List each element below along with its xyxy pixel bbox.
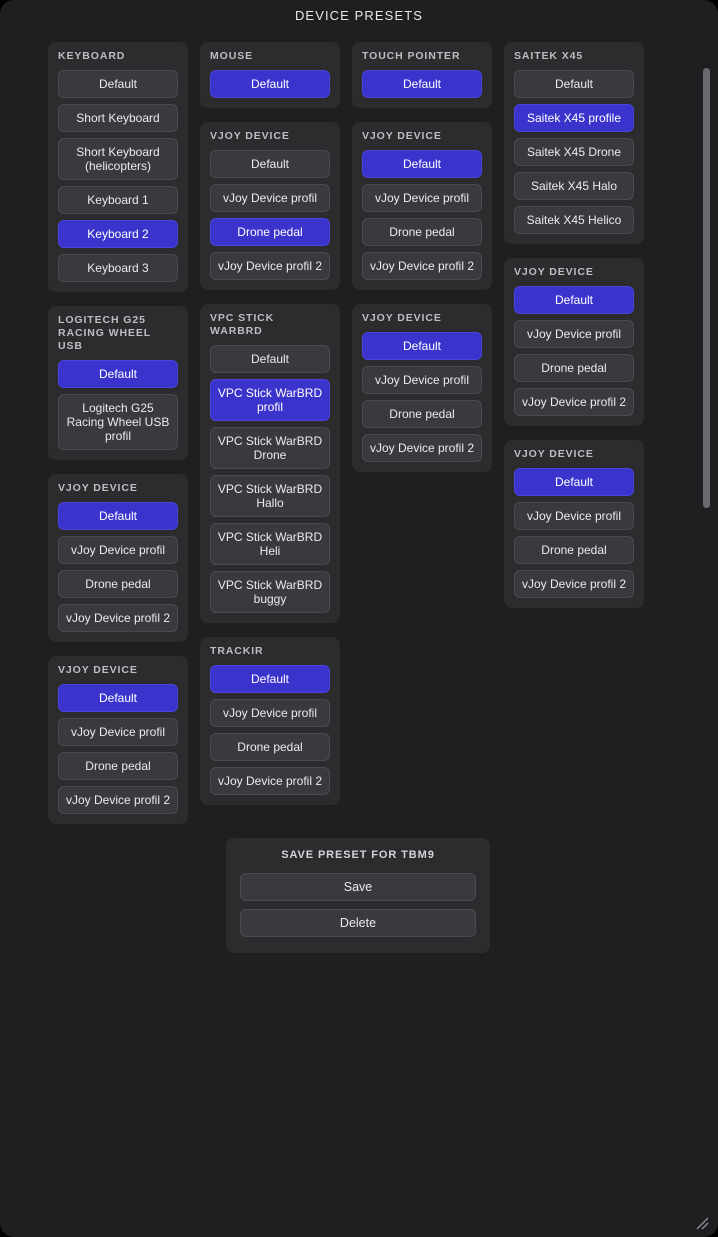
device-preset-card xyxy=(200,304,340,623)
preset-button[interactable]: Default xyxy=(362,150,482,178)
device-card-title: SAITEK X45 xyxy=(514,50,584,62)
preset-button[interactable]: vJoy Device profil 2 xyxy=(362,434,482,462)
preset-button[interactable]: VPC Stick WarBRD Drone xyxy=(210,427,330,469)
preset-button[interactable]: Drone pedal xyxy=(58,570,178,598)
window-title-bar xyxy=(0,0,718,30)
save-preset-panel xyxy=(226,838,490,953)
preset-button[interactable]: Short Keyboard (helicopters) xyxy=(58,138,178,180)
preset-button[interactable]: vJoy Device profil xyxy=(362,366,482,394)
delete-button[interactable]: Delete xyxy=(240,909,476,937)
preset-button[interactable]: Keyboard 2 xyxy=(58,220,178,248)
preset-button[interactable]: Default xyxy=(58,684,178,712)
device-card-title: MOUSE xyxy=(210,50,254,62)
preset-column xyxy=(48,42,188,824)
preset-button[interactable]: Default xyxy=(210,150,330,178)
preset-button[interactable]: vJoy Device profil xyxy=(58,536,178,564)
preset-button[interactable]: vJoy Device profil xyxy=(514,320,634,348)
preset-button[interactable]: Drone pedal xyxy=(362,400,482,428)
preset-column xyxy=(200,42,340,805)
device-card-title: VJOY DEVICE xyxy=(362,312,442,324)
device-card-title: LOGITECH G25 RACING WHEEL USB xyxy=(58,314,151,352)
preset-button[interactable]: vJoy Device profil 2 xyxy=(210,252,330,280)
preset-button[interactable]: Default xyxy=(58,502,178,530)
presets-content xyxy=(0,30,718,1207)
preset-button[interactable]: VPC Stick WarBRD Heli xyxy=(210,523,330,565)
presets-columns xyxy=(48,42,668,824)
preset-button[interactable]: Default xyxy=(58,70,178,98)
save-button[interactable]: Save xyxy=(240,873,476,901)
device-preset-card xyxy=(352,122,492,290)
device-preset-card xyxy=(200,122,340,290)
device-card-title: VJOY DEVICE xyxy=(514,266,594,278)
device-card-title: VJOY DEVICE xyxy=(514,448,594,460)
preset-button[interactable]: vJoy Device profil 2 xyxy=(58,786,178,814)
device-preset-card xyxy=(48,474,188,642)
device-preset-card xyxy=(48,306,188,460)
preset-button[interactable]: Drone pedal xyxy=(210,733,330,761)
preset-button[interactable]: Keyboard 3 xyxy=(58,254,178,282)
resize-grip-icon[interactable] xyxy=(694,1215,710,1231)
preset-button[interactable]: Drone pedal xyxy=(514,354,634,382)
preset-button[interactable]: Saitek X45 Halo xyxy=(514,172,634,200)
device-preset-card xyxy=(504,258,644,426)
preset-button[interactable]: Keyboard 1 xyxy=(58,186,178,214)
vertical-scrollbar[interactable] xyxy=(703,68,710,1167)
preset-button[interactable]: vJoy Device profil xyxy=(362,184,482,212)
device-preset-card xyxy=(48,656,188,824)
preset-button[interactable]: vJoy Device profil 2 xyxy=(514,388,634,416)
preset-button[interactable]: Drone pedal xyxy=(514,536,634,564)
preset-button[interactable]: Default xyxy=(58,360,178,388)
device-preset-card xyxy=(200,637,340,805)
presets-grid xyxy=(48,42,668,953)
save-panel-title: SAVE PRESET FOR TBM9 xyxy=(281,849,435,861)
scrollbar-thumb[interactable] xyxy=(703,68,710,508)
preset-button[interactable]: Saitek X45 profile xyxy=(514,104,634,132)
preset-button[interactable]: Default xyxy=(362,332,482,360)
preset-button[interactable]: Default xyxy=(210,665,330,693)
preset-button[interactable]: vJoy Device profil xyxy=(210,184,330,212)
device-card-title: VJOY DEVICE xyxy=(362,130,442,142)
preset-button[interactable]: Drone pedal xyxy=(362,218,482,246)
device-card-title: TRACKIR xyxy=(210,645,264,657)
preset-button[interactable]: Drone pedal xyxy=(210,218,330,246)
preset-button[interactable]: Default xyxy=(362,70,482,98)
preset-button[interactable]: Default xyxy=(514,468,634,496)
preset-button[interactable]: vJoy Device profil xyxy=(514,502,634,530)
device-card-title: VJOY DEVICE xyxy=(58,664,138,676)
preset-button[interactable]: vJoy Device profil 2 xyxy=(210,767,330,795)
device-card-title: VJOY DEVICE xyxy=(58,482,138,494)
device-preset-card xyxy=(504,42,644,244)
preset-button[interactable]: vJoy Device profil 2 xyxy=(58,604,178,632)
preset-button[interactable]: Default xyxy=(210,345,330,373)
preset-button[interactable]: vJoy Device profil 2 xyxy=(362,252,482,280)
preset-button[interactable]: Default xyxy=(210,70,330,98)
preset-button[interactable]: Default xyxy=(514,286,634,314)
preset-column xyxy=(504,42,644,608)
preset-column xyxy=(352,42,492,472)
device-card-title: KEYBOARD xyxy=(58,50,126,62)
preset-button[interactable]: vJoy Device profil xyxy=(58,718,178,746)
preset-button[interactable]: Saitek X45 Helico xyxy=(514,206,634,234)
preset-button[interactable]: vJoy Device profil 2 xyxy=(514,570,634,598)
preset-button[interactable]: Saitek X45 Drone xyxy=(514,138,634,166)
preset-button[interactable]: Logitech G25 Racing Wheel USB profil xyxy=(58,394,178,450)
device-card-title: VPC STICK WARBRD xyxy=(210,312,275,337)
device-card-title: VJOY DEVICE xyxy=(210,130,290,142)
device-preset-card xyxy=(200,42,340,108)
device-preset-card xyxy=(504,440,644,608)
device-preset-card xyxy=(352,304,492,472)
preset-button[interactable]: VPC Stick WarBRD profil xyxy=(210,379,330,421)
preset-button[interactable]: VPC Stick WarBRD Hallo xyxy=(210,475,330,517)
device-card-title: TOUCH POINTER xyxy=(362,50,461,62)
preset-button[interactable]: VPC Stick WarBRD buggy xyxy=(210,571,330,613)
device-preset-card xyxy=(352,42,492,108)
device-preset-card xyxy=(48,42,188,292)
preset-button[interactable]: vJoy Device profil xyxy=(210,699,330,727)
preset-button[interactable]: Drone pedal xyxy=(58,752,178,780)
page-title: DEVICE PRESETS xyxy=(294,7,424,23)
preset-button[interactable]: Default xyxy=(514,70,634,98)
preset-button[interactable]: Short Keyboard xyxy=(58,104,178,132)
